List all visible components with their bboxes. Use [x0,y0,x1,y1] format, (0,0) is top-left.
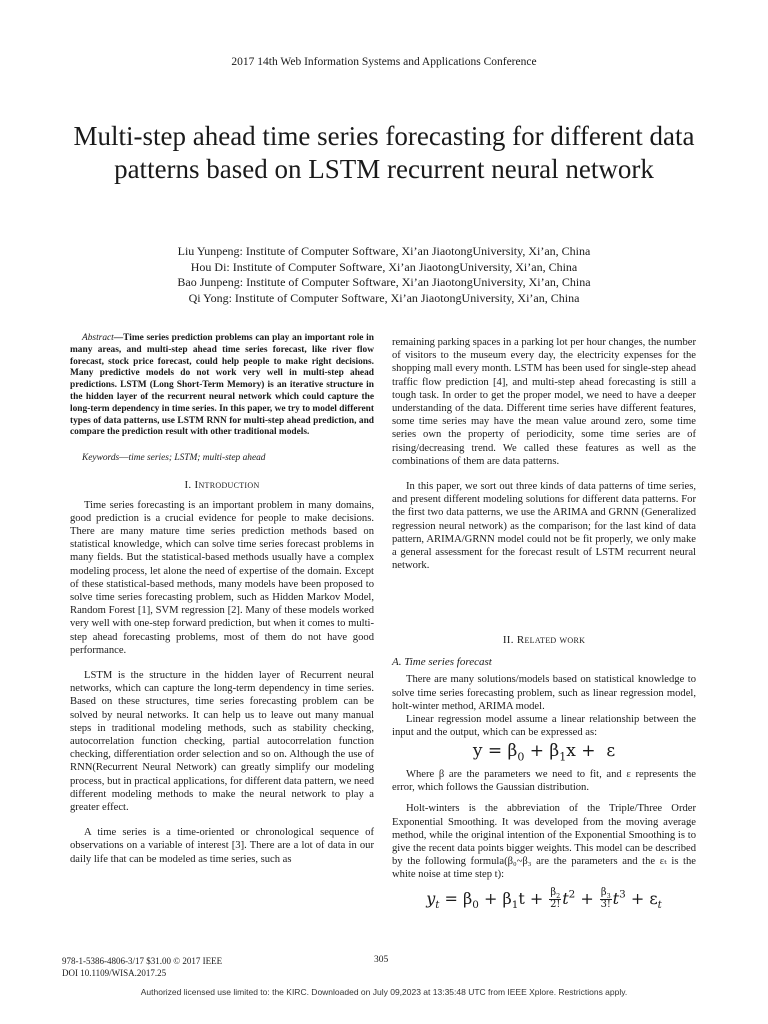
conference-header: 2017 14th Web Information Systems and Applications Conference [231,56,537,68]
author-line: Bao Junpeng: Institute of Computer Software, Xi’an JiaotongUniversity, Xi’an, China [177,275,591,289]
body-paragraph: In this paper, we sort out three kinds of data patterns of time series, and present different modeling solutions for different data patterns. For the first two data patterns, we use the ARIMA and GRNN (Generalized regression neural network) as the comparison; for the last kind of data pattern, ARIMA/GRNN model could not be fit properly, we only make a general assessment for the forecast result of LSTM recurrent neural network. [392,481,696,572]
abstract-text: Time series prediction problems can play an important role in many areas, and multi-step ahead time series forecast, like river flow forecast, stock price forecast, could help people to make right decisions. Many predictive models do not work very well in multi-step ahead predictions. LSTM (Long Short-Term Memory) is an iterative structure in the hidden layer of the recurrent neural network which could capture the long-term dependency in time series. In this paper, we try to model different types of data patterns, use LSTM RNN for multi-step ahead prediction, and compare the prediction result with other traditional models. [70,333,374,438]
footer-copyright [62,955,222,979]
right-column [392,336,696,572]
doi-line: DOI 10.1109/WISA.2017.25 [62,968,167,978]
intro-paragraph: LSTM is the structure in the hidden layer of Recurrent neural networks, which can capture the long-term dependency in time series. Based on these structures, time series forecasting problem can be solved by neural networks. It can help us to leave out many manual steps in traditional modeling methods, such as stability checking, autocorrelation function checking, partial autocorrelation function checking, differentiation order selection and so on. Although the use of RNN(Recurrent Neural Network) can greatly simplify our modeling process, but in practical applications, for different data pattern, we need different modeling methods to make the neural network to play a greater effect. [70,670,374,814]
abstract-dash: — [113,333,124,343]
abstract [70,333,374,439]
related-paragraph: Holt-winters is the abbreviation of the Triple/Three Order Exponential Smoothing. It was developed from the moving average method, while the original intention of the Exponential Smoothing is to give the recent data points bigger weights. This model can be described by the following formula(β₀~β₃ are the parameters and the εₜ is the white noise at time step t): [392,803,696,881]
intro-paragraph: A time series is a time-oriented or chronological sequence of observations on a variable of interest [3]. There are a lot of data in our daily life that can be modeled as time series, such as [70,827,374,865]
page-number: 305 [374,955,389,965]
author-line: Liu Yunpeng: Institute of Computer Software, Xi’an JiaotongUniversity, Xi’an, China [177,244,591,258]
subsection-heading: A. Time series forecast [392,656,492,669]
left-column [70,333,374,866]
author-list [80,244,688,306]
paper-title: Multi-step ahead time series forecasting for different data patterns based on LSTM recurrent neural network [73,121,695,184]
intro-paragraph: Time series forecasting is an important problem in many domains, good prediction is a crucial evidence for people to make decisions. There are many mature time series prediction methods based on statistical knowledge, which can solve time series forecast problems in many fields. But the statistical-based methods usually have a complex modeling process, let alone the need of expertise of the domain. Except of these statistical-based methods, many models have been proposed to solve time series forecasting problem, such as Hidden Markov Model, Random Forest [1], SVM regression [2]. Many of these models worked very well with one-step forward prediction, but when it comes to multi-step ahead forecasting problems, most of them do not have good performance. [70,499,374,656]
body-paragraph: remaining parking spaces in a parking lot per hour changes, the number of visitors to the museum every day, the electricity expenses for the shopping mall every month. LSTM has been used for single-step ahead traffic flow prediction [4], and multi-step ahead forecasting is still a tough task. In order to get the proper model, we need to have a deeper understanding of the data. Different time series have different features, some time series may have the mean value around zero, some time series own the property of periodicity, some time series are of rising/decreasing trend. We called these features as well as the combinations of them are data patterns. [392,337,696,467]
related-paragraph: There are many solutions/models based on statistical knowledge to solve time series forecasting problem, such as linear regression model, holt-winter method, ARIMA model. [392,674,696,712]
isbn-line: 978-1-5386-4806-3/17 $31.00 © 2017 IEEE [62,956,223,966]
equation-text: $y_t = \beta_0 + \beta_1t$ + $\frac{\beta_2}{2!}$ $t^2$ + $\frac{\beta_3}{3!}$ $t^3 + \varepsilon_t$ [426,886,662,911]
equation-text: $y = \beta_0 + \beta_1x + \varepsilon$ [472,741,616,764]
keywords-dash: — [119,453,129,464]
equation-holt-winters [392,888,696,912]
author-line: Qi Yong: Institute of Computer Software, Xi’an JiaotongUniversity, Xi’an, China [188,290,580,305]
keywords [70,452,374,465]
keywords-text: time series; LSTM; multi-step ahead [128,453,266,464]
keywords-label: Keywords [82,453,120,464]
related-paragraph: Where β are the parameters we need to fit, and ε represents the error, which follows the Gaussian distribution. [392,769,696,794]
section-heading-introduction: I. Introduction [184,479,260,492]
author-line: Hou Di: Institute of Computer Software, Xi’an JiaotongUniversity, Xi’an, China [190,259,578,274]
related-work-section [392,634,696,912]
section-heading-related-work: II. Related work [502,634,586,646]
related-paragraph: Linear regression model assume a linear relationship between the input and the output, which can be expressed as: [392,714,696,739]
equation-linear-regression [392,741,696,764]
abstract-label: Abstract [82,333,114,343]
authorized-use-notice: Authorized licensed use limited to: the KIRC. Downloaded on July 09,2023 at 13:35:48 UTC from IEEE Xplore. Restrictions apply. [140,987,628,997]
